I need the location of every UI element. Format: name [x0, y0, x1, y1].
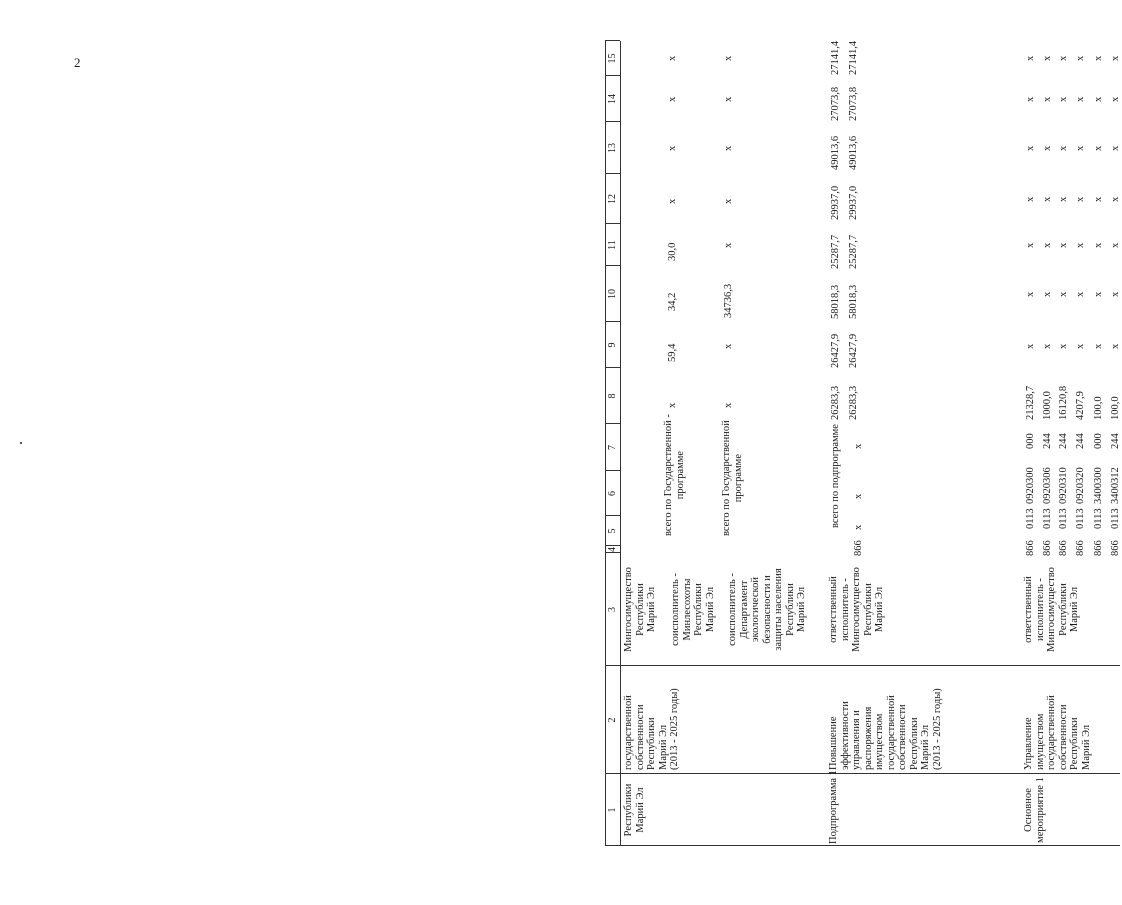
- cell-csr: 0920300: [1025, 467, 1036, 504]
- top-row1-col3: Мингосимущество Республики Марий Эл: [623, 567, 657, 652]
- sub-row2-c9: 26427,9: [848, 333, 859, 368]
- cell-c13: x: [1058, 145, 1069, 151]
- cell-c14: x: [1042, 96, 1053, 102]
- table-row: [1075, 41, 1089, 846]
- sub-row2-c11: 25287,7: [848, 234, 859, 269]
- sub-total-c14: 27073,8: [830, 86, 841, 121]
- cell-rzpr: 0113: [1042, 508, 1053, 529]
- col-header-11: 11: [607, 240, 618, 250]
- cell-vr: 000: [1093, 433, 1104, 449]
- col-header-2: 2: [607, 717, 618, 723]
- col-header-6: 6: [607, 491, 618, 496]
- cell-csr: 3400312: [1110, 467, 1121, 504]
- cell-c14: x: [1058, 96, 1069, 102]
- cell-c9: x: [1110, 343, 1121, 349]
- top-row3-c14: x: [723, 96, 734, 102]
- cell-c12: x: [1042, 196, 1053, 202]
- cell-c11: x: [1110, 242, 1121, 248]
- col-header-13: 13: [607, 143, 618, 153]
- table-row: [1058, 41, 1072, 846]
- cell-vr: 244: [1042, 433, 1053, 449]
- cell-c12: x: [1058, 196, 1069, 202]
- sub-col1: Подпрограмма 1: [828, 770, 839, 844]
- cell-grbs: 866: [1025, 540, 1036, 556]
- sub-code-csr: x: [853, 493, 864, 499]
- cell-c11: x: [1058, 242, 1069, 248]
- cell-c9: x: [1025, 343, 1036, 349]
- col-header-15: 15: [607, 53, 618, 64]
- sub-row2-c13: 49013,6: [848, 135, 859, 170]
- cell-rzpr: 0113: [1093, 508, 1104, 529]
- col-header-8: 8: [607, 393, 618, 399]
- sub-row2-c14: 27073,8: [848, 86, 859, 121]
- cell-c9: x: [1058, 343, 1069, 349]
- top-row3-col3: соисполнитель - Департамент экологической безопасности и защиты населения Республики Марий Эл: [727, 568, 807, 651]
- cell-c13: x: [1042, 145, 1053, 151]
- cell-rzpr: 0113: [1110, 508, 1121, 529]
- cell-c8: 1000,0: [1042, 391, 1053, 420]
- cell-c10: x: [1058, 291, 1069, 297]
- budget-table: [605, 41, 1120, 846]
- col-header-10: 10: [607, 289, 618, 299]
- cell-vr: 244: [1058, 433, 1069, 449]
- cell-c12: x: [1075, 196, 1086, 202]
- top-row2-c13: x: [667, 145, 678, 151]
- sub-total-label: всего по подпрограмме: [830, 424, 841, 528]
- cell-c13: x: [1025, 145, 1036, 151]
- cell-c15: x: [1093, 55, 1104, 61]
- top-col1: Республики Марий Эл: [623, 783, 646, 837]
- top-row3-c8: x: [723, 402, 734, 408]
- cell-c15: x: [1110, 55, 1121, 61]
- top-row3-c13: x: [723, 145, 734, 151]
- cell-c10: x: [1110, 291, 1121, 297]
- cell-c9: x: [1042, 343, 1053, 349]
- top-row2-c9: 59,4: [667, 343, 678, 362]
- cell-vr: 000: [1025, 433, 1036, 449]
- cell-c15: x: [1025, 55, 1036, 61]
- sub-total-c10: 58018,3: [830, 284, 841, 319]
- cell-c12: x: [1093, 196, 1104, 202]
- sub-col2: Повышение эффективности управления и распоряжения имуществом государственной собственности Республики Марий Эл (2013 - 2025 годы): [828, 688, 943, 770]
- cell-c11: x: [1093, 242, 1104, 248]
- col-header-14: 14: [607, 94, 618, 104]
- cell-c15: x: [1075, 55, 1086, 61]
- col-header-3: 3: [607, 607, 618, 612]
- cell-c10: x: [1042, 291, 1053, 297]
- top-row2-c14: x: [667, 96, 678, 102]
- cell-c8: 16120,8: [1058, 385, 1069, 420]
- sub-total-c8: 26283,3: [830, 385, 841, 420]
- table-row: [1110, 41, 1120, 846]
- sub-total-c13: 49013,6: [830, 135, 841, 170]
- col-header-9: 9: [607, 342, 618, 348]
- table-row: [1093, 41, 1107, 846]
- page-number: 2: [74, 55, 81, 70]
- cell-c13: x: [1093, 145, 1104, 151]
- cell-vr: 244: [1110, 433, 1121, 449]
- top-col2: государственной собственности Республики Марий Эл (2013 - 2025 годы): [623, 688, 680, 770]
- sub-total-c11: 25287,7: [830, 234, 841, 269]
- cell-c13: x: [1110, 145, 1121, 151]
- cell-c8: 100,0: [1110, 396, 1121, 420]
- cell-grbs: 866: [1075, 540, 1086, 556]
- col-header-12: 12: [607, 194, 618, 204]
- header-bottom-line: [620, 41, 621, 846]
- top-row2-c8: x: [667, 402, 678, 408]
- cell-c15: x: [1042, 55, 1053, 61]
- col-header-1: 1: [607, 807, 618, 813]
- sub-col3: ответственный исполнитель - Мингосимущество Республики Марий Эл: [828, 567, 885, 652]
- col-header-7: 7: [607, 445, 618, 450]
- top-row2-c11: 30,0: [667, 242, 678, 261]
- cell-grbs: 866: [1110, 540, 1121, 556]
- sub-row2-c8: 26283,3: [848, 385, 859, 420]
- top-row2-total-label: всего по Государственной - программе: [663, 414, 686, 536]
- cell-c12: x: [1025, 196, 1036, 202]
- table-row: [1025, 41, 1039, 846]
- top-row3-c10: 34736,3: [723, 283, 734, 318]
- col-header-4: 4: [607, 547, 618, 552]
- cell-c10: x: [1075, 291, 1086, 297]
- sub-total-c15: 27141,4: [830, 40, 841, 75]
- cell-rzpr: 0113: [1025, 508, 1036, 529]
- scan-speck: [20, 442, 22, 444]
- cell-csr: 0920306: [1042, 467, 1053, 504]
- cell-rzpr: 0113: [1075, 508, 1086, 529]
- top-row3-c12: x: [723, 198, 734, 204]
- cell-c9: x: [1093, 343, 1104, 349]
- cell-c9: x: [1075, 343, 1086, 349]
- top-row3-total-label: всего по Государственной программе: [721, 420, 744, 536]
- cell-c11: x: [1075, 242, 1086, 248]
- top-row3-c9: x: [723, 343, 734, 349]
- cell-c10: x: [1093, 291, 1104, 297]
- main-col3: ответственный исполнитель - Мингосимущество Республики Марий Эл: [1023, 567, 1080, 652]
- sub-code-grbs: 866: [853, 540, 864, 556]
- main-col1: Основное мероприятие 1: [1023, 777, 1046, 843]
- top-row2-col3: соисполнитель - Минлесохоты Республики Марий Эл: [670, 573, 716, 646]
- top-row2-c10: 34,2: [667, 292, 678, 311]
- table-row: [1042, 41, 1056, 846]
- cell-c8: 100,0: [1093, 396, 1104, 420]
- sub-code-vr: x: [853, 443, 864, 449]
- sub-total-c12: 29937,0: [830, 185, 841, 220]
- cell-c14: x: [1093, 96, 1104, 102]
- cell-c13: x: [1075, 145, 1086, 151]
- top-row2-c12: x: [667, 198, 678, 204]
- col-header-5: 5: [607, 528, 618, 534]
- cell-grbs: 866: [1058, 540, 1069, 556]
- top-row3-c15: x: [723, 55, 734, 61]
- cell-csr: 0920310: [1058, 467, 1069, 504]
- sub-row2-c10: 58018,3: [848, 284, 859, 319]
- sub-total-c9: 26427,9: [830, 333, 841, 368]
- cell-c12: x: [1110, 196, 1121, 202]
- sub-row2-c12: 29937,0: [848, 185, 859, 220]
- cell-c14: x: [1110, 96, 1121, 102]
- sub-code-rzpr: x: [853, 524, 864, 530]
- main-col2: Управление имуществом государственной собственности Республики Марий Эл: [1023, 695, 1092, 770]
- cell-grbs: 866: [1042, 540, 1053, 556]
- cell-csr: 0920320: [1075, 467, 1086, 504]
- sub-row2-c15: 27141,4: [848, 40, 859, 75]
- cell-c10: x: [1025, 291, 1036, 297]
- cell-c14: x: [1025, 96, 1036, 102]
- cell-grbs: 866: [1093, 540, 1104, 556]
- cell-c8: 4207,9: [1075, 391, 1086, 420]
- cell-c11: x: [1042, 242, 1053, 248]
- cell-rzpr: 0113: [1058, 508, 1069, 529]
- cell-c8: 21328,7: [1025, 385, 1036, 420]
- cell-csr: 3400300: [1093, 467, 1104, 504]
- cell-c15: x: [1058, 55, 1069, 61]
- cell-c11: x: [1025, 242, 1036, 248]
- top-row2-c15: x: [667, 55, 678, 61]
- cell-c14: x: [1075, 96, 1086, 102]
- cell-vr: 244: [1075, 433, 1086, 449]
- top-row3-c11: x: [723, 242, 734, 248]
